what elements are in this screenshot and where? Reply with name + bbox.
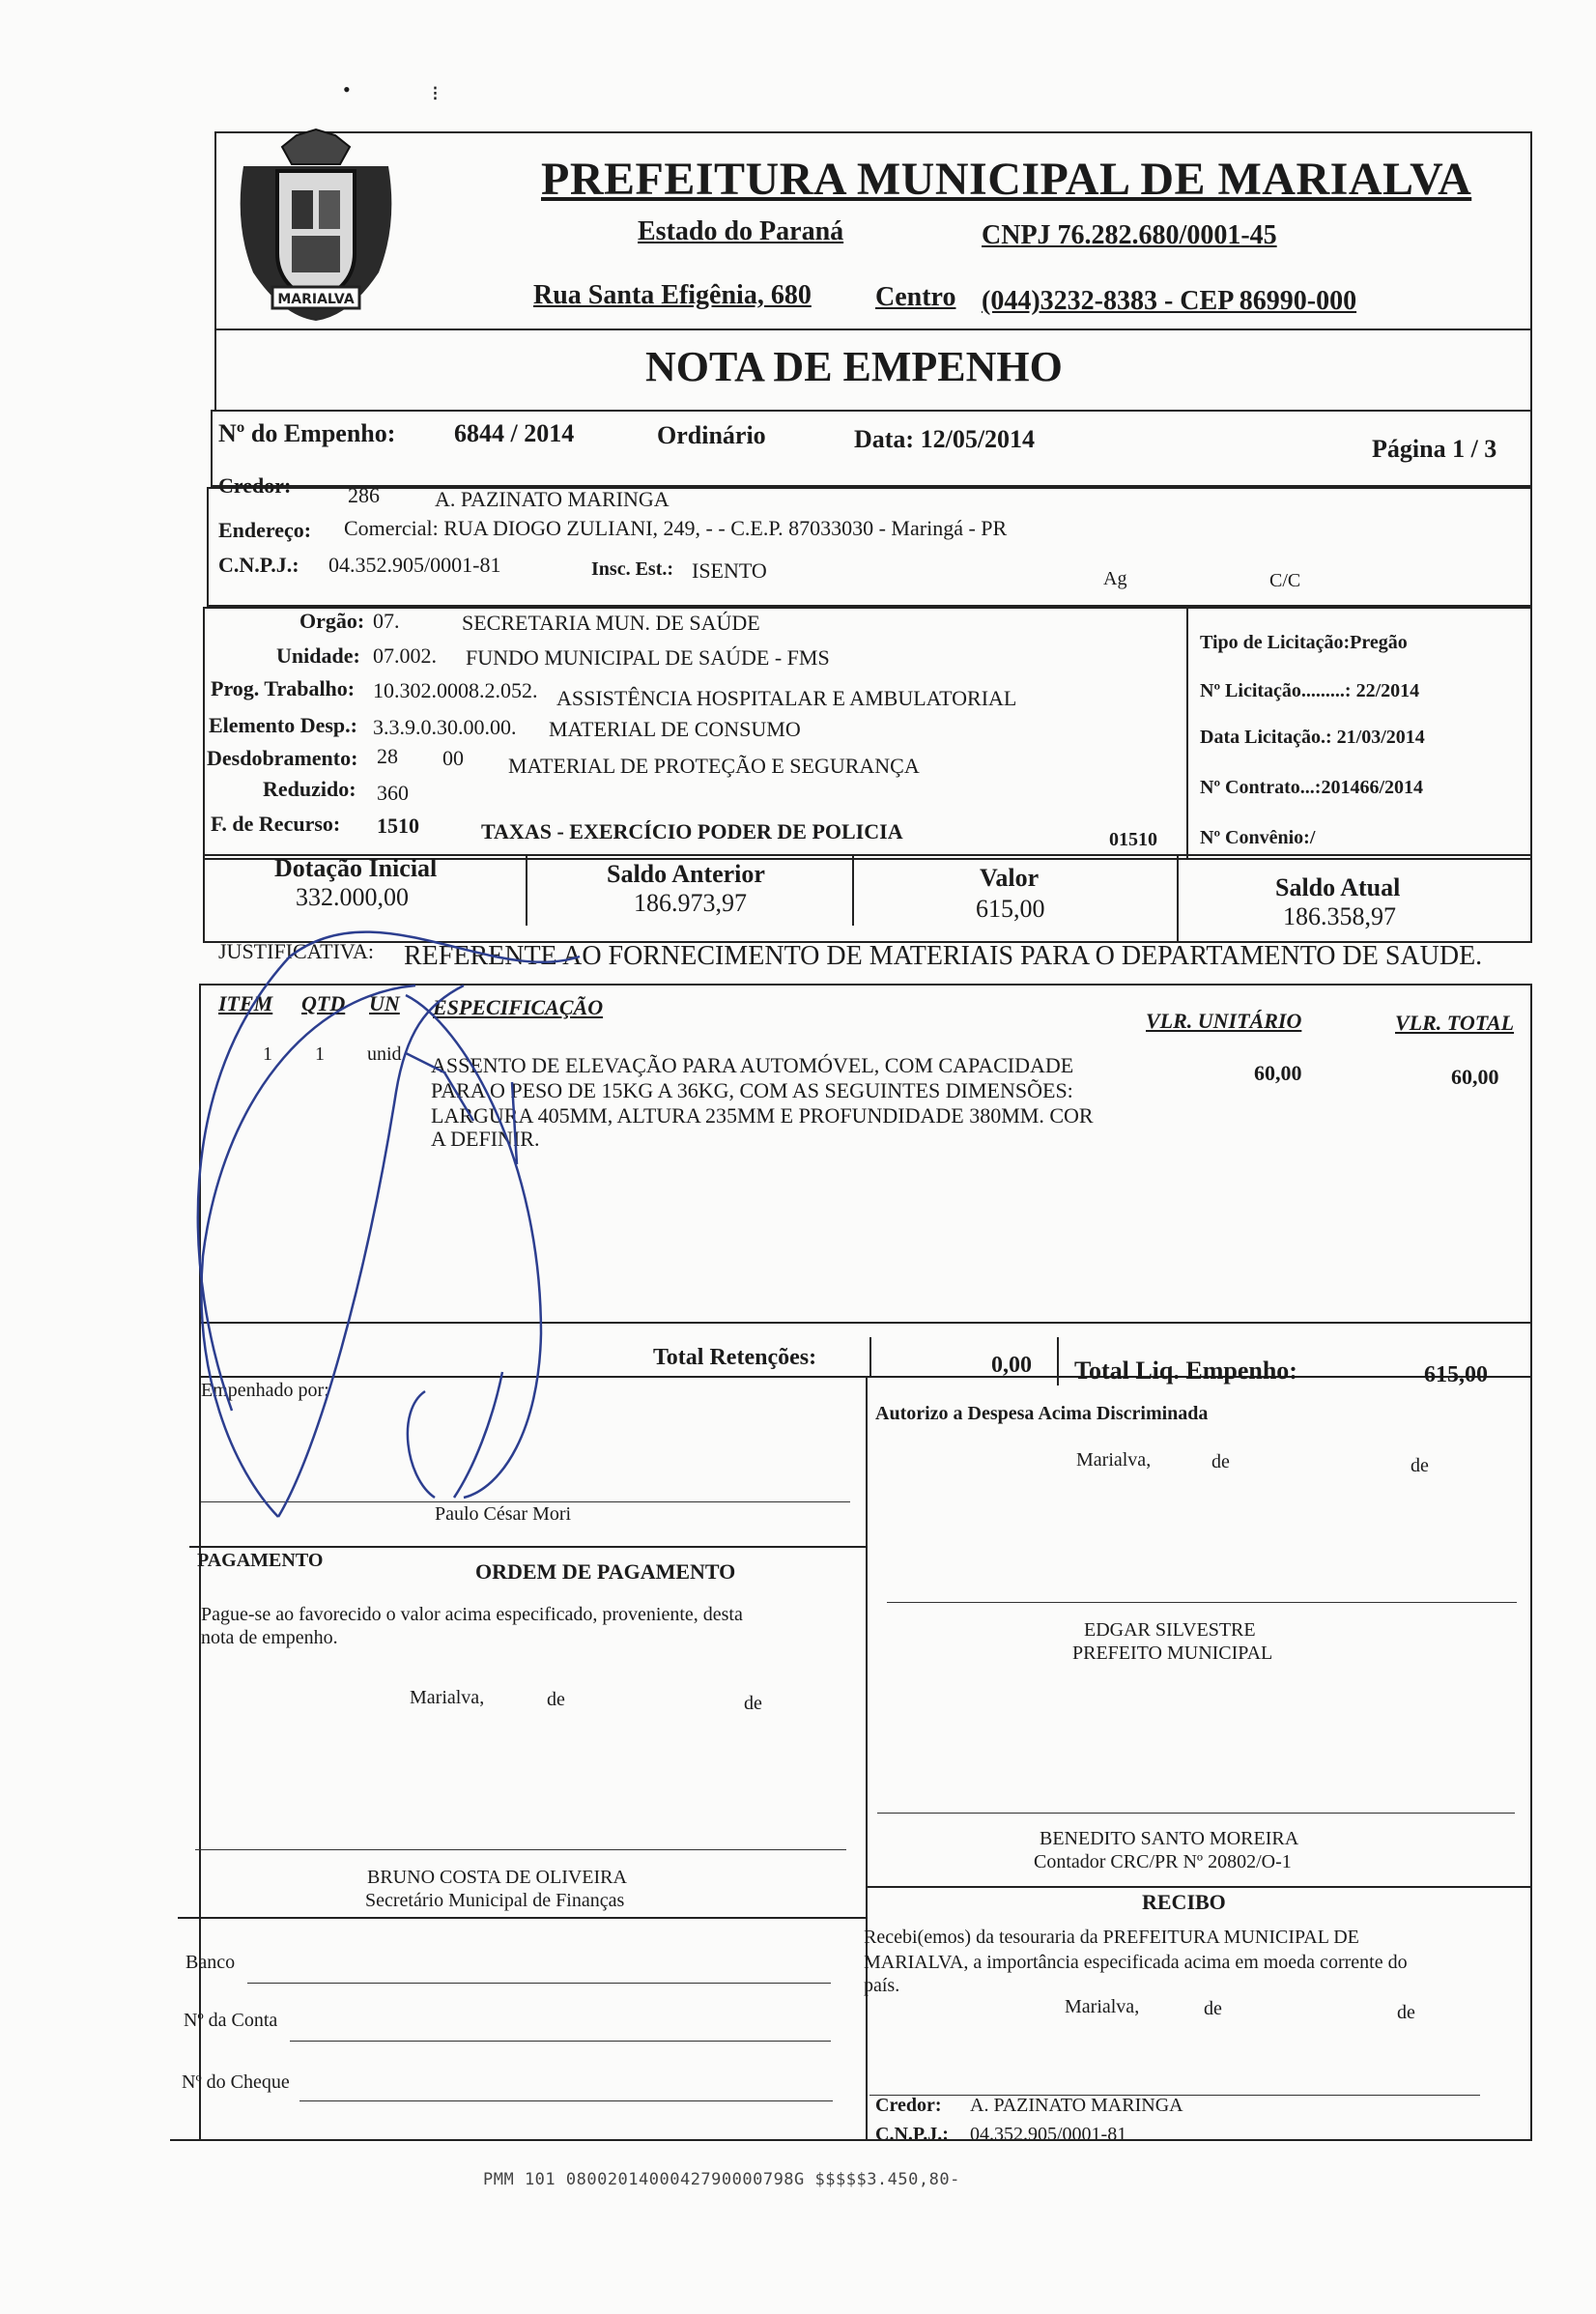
recibo-cnpj-label: C.N.P.J.: bbox=[875, 2124, 949, 2145]
licitacao-contrato: Nº Contrato...:201466/2014 bbox=[1200, 777, 1424, 798]
prefeito-name: EDGAR SILVESTRE bbox=[1084, 1619, 1256, 1641]
col-item: ITEM bbox=[218, 991, 273, 1015]
banco-line bbox=[247, 1983, 831, 1984]
recibo-credor-label: Credor: bbox=[875, 2095, 942, 2116]
totals-divider-2 bbox=[852, 854, 854, 926]
creditor-label: Credor: bbox=[218, 473, 292, 498]
orgao-label: Orgão: bbox=[299, 609, 365, 633]
recurso-label: F. de Recurso: bbox=[211, 812, 341, 836]
empenho-date: Data: 12/05/2014 bbox=[854, 425, 1036, 453]
dotacao-label: Dotação Inicial bbox=[274, 854, 438, 882]
street-address: Rua Santa Efigênia, 680 bbox=[533, 280, 812, 310]
secretario-line bbox=[195, 1849, 846, 1850]
recibo-top bbox=[866, 1886, 1530, 1888]
recurso-code-right: 01510 bbox=[1109, 829, 1157, 850]
state-name: Estado do Paraná bbox=[638, 216, 844, 246]
insc-value: ISENTO bbox=[692, 558, 767, 583]
totals-divider-3 bbox=[1177, 854, 1179, 943]
licitacao-convenio: Nº Convênio:/ bbox=[1200, 827, 1316, 848]
licitacao-data: Data Licitação.: 21/03/2014 bbox=[1200, 727, 1425, 748]
summary-divider-2 bbox=[1057, 1337, 1059, 1386]
recibo-text-1: Recebi(emos) da tesouraria da PREFEITURA MUNICIPAL DE bbox=[864, 1927, 1359, 1948]
autorizo-de-2: de bbox=[1411, 1455, 1429, 1476]
city-cnpj: CNPJ 76.282.680/0001-45 bbox=[982, 220, 1277, 250]
ag-label: Ag bbox=[1103, 568, 1127, 589]
col-unit-price: VLR. UNITÁRIO bbox=[1146, 1009, 1302, 1033]
header-divider bbox=[214, 329, 1532, 330]
cnpj-label: C.N.P.J.: bbox=[218, 553, 299, 577]
unidade-label: Unidade: bbox=[276, 643, 360, 668]
creditor-box bbox=[207, 487, 1532, 607]
desdob-name: MATERIAL DE PROTEÇÃO E SEGURANÇA bbox=[508, 754, 920, 778]
empenhado-label: Empenhado por: bbox=[201, 1380, 329, 1401]
desdob-label: Desdobramento: bbox=[207, 746, 358, 770]
recurso-code: 1510 bbox=[377, 814, 419, 838]
contador-title: Contador CRC/PR Nº 20802/O-1 bbox=[1034, 1851, 1292, 1872]
saldo-anterior-value: 186.973,97 bbox=[634, 889, 747, 917]
orgao-code: 07. bbox=[373, 609, 400, 633]
licitacao-numero: Nº Licitação.........: 22/2014 bbox=[1200, 680, 1420, 701]
valor-value: 615,00 bbox=[976, 895, 1045, 923]
creditor-code: 286 bbox=[348, 483, 380, 507]
stray-mark: • bbox=[343, 77, 351, 101]
stray-mark: ⁝ bbox=[432, 81, 439, 105]
conta-line bbox=[290, 2041, 831, 2042]
retencoes-value: 0,00 bbox=[991, 1353, 1032, 1378]
elemento-label: Elemento Desp.: bbox=[209, 713, 357, 737]
reduzido-label: Reduzido: bbox=[263, 777, 356, 801]
elemento-code: 3.3.9.0.30.00.00. bbox=[373, 715, 517, 739]
item-spec-line: PARA O PESO DE 15KG A 36KG, COM AS SEGUINTES DIMENSÕES: bbox=[431, 1078, 1073, 1102]
creditor-cnpj: 04.352.905/0001-81 bbox=[328, 553, 501, 577]
pagamento-de-1: de bbox=[547, 1689, 565, 1710]
recibo-text-2: MARIALVA, a importância especificada acima em moeda corrente do bbox=[864, 1952, 1408, 1973]
autorizo-marialva: Marialva, bbox=[1076, 1449, 1152, 1471]
autorizo-de-1: de bbox=[1211, 1451, 1230, 1472]
city-seal-icon bbox=[224, 128, 408, 330]
desdob-b: 00 bbox=[442, 746, 464, 770]
prog-label: Prog. Trabalho: bbox=[211, 676, 356, 700]
pagamento-text-1: Pague-se ao favorecido o valor acima especificado, proveniente, desta bbox=[201, 1604, 743, 1625]
contador-line bbox=[877, 1813, 1515, 1814]
prefeito-title: PREFEITO MUNICIPAL bbox=[1072, 1643, 1273, 1664]
document-title: NOTA DE EMPENHO bbox=[645, 343, 1063, 390]
recibo-text-3: país. bbox=[864, 1975, 900, 1996]
item-number: 1 bbox=[263, 1043, 272, 1065]
prefeitura-title: PREFEITURA MUNICIPAL DE MARIALVA bbox=[541, 154, 1472, 205]
pagamento-text-2: nota de empenho. bbox=[201, 1627, 338, 1648]
items-right-border bbox=[1530, 984, 1532, 2139]
ordem-pagamento-title: ORDEM DE PAGAMENTO bbox=[475, 1559, 736, 1584]
pagamento-marialva: Marialva, bbox=[410, 1687, 485, 1708]
svg-text:MARIALVA: MARIALVA bbox=[277, 292, 355, 307]
recibo-marialva: Marialva, bbox=[1065, 1996, 1140, 2017]
empenho-number-label: Nº do Empenho: bbox=[218, 419, 396, 447]
unidade-name: FUNDO MUNICIPAL DE SAÚDE - FMS bbox=[466, 645, 830, 670]
desdob-a: 28 bbox=[377, 744, 398, 768]
liquido-label: Total Liq. Empenho: bbox=[1074, 1357, 1297, 1385]
prog-name: ASSISTÊNCIA HOSPITALAR E AMBULATORIAL bbox=[556, 686, 1017, 710]
dotacao-value: 332.000,00 bbox=[296, 883, 409, 911]
col-total: VLR. TOTAL bbox=[1395, 1011, 1515, 1035]
licitacao-divider bbox=[1186, 607, 1188, 860]
cheque-line bbox=[299, 2100, 833, 2101]
district: Centro bbox=[875, 282, 956, 312]
insc-label: Insc. Est.: bbox=[591, 558, 674, 580]
item-total: 60,00 bbox=[1451, 1065, 1499, 1089]
item-spec-line: ASSENTO DE ELEVAÇÃO PARA AUTOMÓVEL, COM CAPACIDADE bbox=[431, 1053, 1074, 1077]
item-qty: 1 bbox=[315, 1043, 325, 1065]
recurso-name: TAXAS - EXERCÍCIO PODER DE POLICIA bbox=[481, 819, 903, 843]
summary-divider-1 bbox=[869, 1337, 871, 1376]
pagamento-top bbox=[189, 1546, 866, 1548]
signature-scribble bbox=[174, 870, 676, 1546]
saldo-atual-value: 186.358,97 bbox=[1283, 902, 1396, 930]
autorizo-label: Autorizo a Despesa Acima Discriminada bbox=[875, 1403, 1209, 1424]
empenho-number: 6844 / 2014 bbox=[454, 419, 575, 447]
phone-cep: (044)3232-8383 - CEP 86990-000 bbox=[982, 286, 1357, 316]
saldo-atual-label: Saldo Atual bbox=[1275, 873, 1401, 901]
banco-label: Banco bbox=[185, 1952, 236, 1973]
justificativa-label: JUSTIFICATIVA: bbox=[218, 939, 374, 963]
orgao-name: SECRETARIA MUN. DE SAÚDE bbox=[462, 611, 760, 635]
item-spec-line: A DEFINIR. bbox=[431, 1127, 540, 1151]
page-number: Página 1 / 3 bbox=[1372, 435, 1497, 463]
recibo-de-1: de bbox=[1204, 1998, 1222, 2019]
recibo-de-2: de bbox=[1397, 2002, 1415, 2023]
middle-vertical bbox=[866, 1376, 868, 2139]
saldo-anterior-label: Saldo Anterior bbox=[607, 860, 765, 888]
recibo-cnpj: 04.352.905/0001-81 bbox=[970, 2124, 1127, 2145]
recibo-title: RECIBO bbox=[1142, 1890, 1226, 1914]
col-un: UN bbox=[369, 991, 400, 1015]
creditor-name: A. PAZINATO MARINGA bbox=[435, 487, 670, 511]
contador-name: BENEDITO SANTO MOREIRA bbox=[1040, 1828, 1299, 1849]
item-unit: unid bbox=[367, 1043, 402, 1065]
col-qtd: QTD bbox=[301, 991, 346, 1015]
page-bottom bbox=[170, 2139, 1532, 2141]
recibo-credor: A. PAZINATO MARINGA bbox=[970, 2095, 1183, 2116]
conta-label: Nº da Conta bbox=[184, 2010, 278, 2031]
secretario-title: Secretário Municipal de Finanças bbox=[365, 1890, 625, 1911]
creditor-address: Comercial: RUA DIOGO ZULIANI, 249, - - C.E.P. 87033030 - Maringá - PR bbox=[344, 516, 1008, 540]
reduzido-value: 360 bbox=[377, 781, 409, 805]
pagamento-label: PAGAMENTO bbox=[197, 1550, 324, 1571]
col-spec: ESPECIFICAÇÃO bbox=[433, 995, 604, 1019]
valor-label: Valor bbox=[980, 864, 1040, 892]
pagamento-de-2: de bbox=[744, 1693, 762, 1714]
unidade-code: 07.002. bbox=[373, 643, 437, 668]
prog-code: 10.302.0008.2.052. bbox=[373, 678, 538, 702]
cheque-label: Nº do Cheque bbox=[182, 2071, 290, 2093]
secretario-name: BRUNO COSTA DE OLIVEIRA bbox=[367, 1867, 627, 1888]
licitacao-tipo: Tipo de Licitação:Pregão bbox=[1200, 632, 1408, 653]
address-label: Endereço: bbox=[218, 518, 312, 542]
bank-top bbox=[178, 1917, 866, 1919]
empenhado-name: Paulo César Mori bbox=[435, 1503, 572, 1525]
empenho-type: Ordinário bbox=[657, 421, 766, 449]
elemento-name: MATERIAL DE CONSUMO bbox=[549, 717, 801, 741]
item-unit-price: 60,00 bbox=[1254, 1061, 1302, 1085]
liquido-value: 615,00 bbox=[1424, 1362, 1488, 1387]
justificativa-text: REFERENTE AO FORNECIMENTO DE MATERIAIS PARA O DEPARTAMENTO DE SAUDE. bbox=[404, 941, 1483, 971]
item-spec-line: LARGURA 405MM, ALTURA 235MM E PROFUNDIDADE 380MM. COR bbox=[431, 1103, 1094, 1128]
cc-label: C/C bbox=[1269, 570, 1301, 591]
footer-code: PMM 101 0800201400042790000798G $$$$$3.450,80- bbox=[483, 2170, 960, 2189]
retencoes-label: Total Retenções: bbox=[653, 1345, 817, 1370]
prefeito-line bbox=[887, 1602, 1517, 1603]
